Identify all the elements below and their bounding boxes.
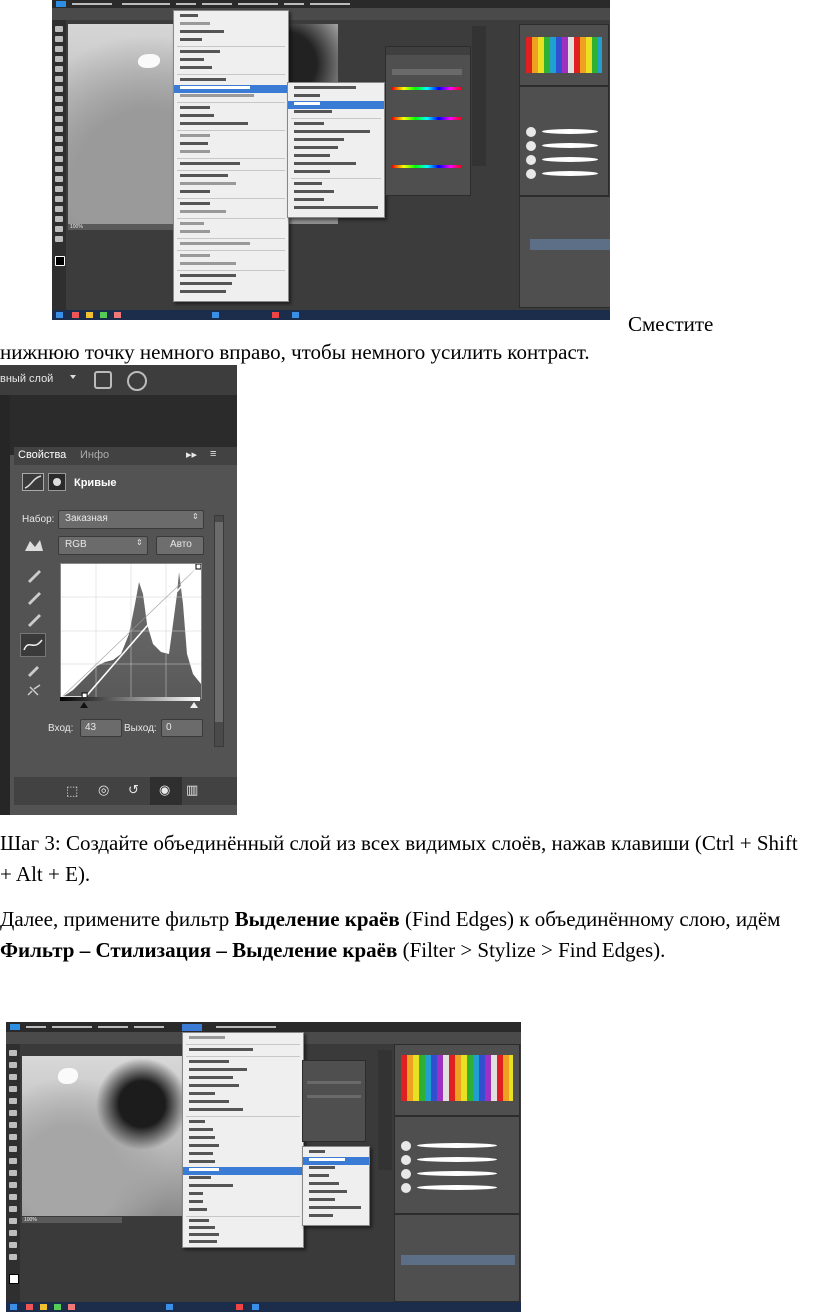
layer-row-curves[interactable] — [530, 239, 610, 250]
layer-row-background[interactable] — [530, 253, 610, 264]
status-bar — [22, 1217, 122, 1223]
channel-dropdown[interactable]: RGB ⇕ — [58, 536, 148, 555]
updown-icon: ⇕ — [192, 512, 199, 521]
gray-point-eyedropper-icon[interactable] — [26, 589, 42, 605]
preset-dropdown[interactable]: Заказная ⇕ — [58, 510, 204, 529]
input-label: Вход: — [48, 723, 74, 734]
layer-mask-icon[interactable] — [48, 473, 66, 491]
white-point-eyedropper-icon[interactable] — [26, 611, 42, 627]
output-field[interactable]: 0 — [161, 719, 203, 737]
properties-panel — [302, 1060, 366, 1142]
view-previous-icon[interactable]: ◎ — [98, 782, 110, 797]
pencil-icon[interactable] — [26, 661, 42, 677]
document-canvas[interactable] — [22, 1056, 182, 1216]
menu-filter[interactable] — [182, 1024, 202, 1031]
curves-icon — [22, 473, 44, 491]
photoshop-logo — [56, 1, 66, 7]
properties-panel — [385, 46, 471, 196]
output-label: Выход: — [124, 723, 157, 734]
smooth-curve-icon[interactable] — [26, 683, 42, 699]
menu-item-new-adjustment-layer[interactable] — [174, 85, 288, 93]
layer-row-merged[interactable] — [401, 1255, 515, 1265]
curve-graph[interactable] — [60, 563, 202, 699]
layers-panel[interactable] — [519, 196, 610, 308]
panel-title: Кривые — [74, 477, 117, 489]
clip-to-layer-icon[interactable]: ⬚ — [66, 783, 79, 798]
submenu-item-find-edges[interactable] — [303, 1157, 369, 1165]
updown-icon: ⇕ — [136, 538, 143, 547]
layers-panel[interactable] — [394, 1214, 520, 1302]
curves-panel-screenshot — [0, 365, 237, 815]
adjustment-layer-submenu[interactable] — [287, 82, 385, 218]
preset-label: Набор: — [22, 514, 55, 525]
swatches-panel[interactable] — [394, 1044, 520, 1116]
status-bar — [68, 224, 178, 230]
panel-bottom-toolbar — [14, 777, 237, 805]
photoshop-logo — [10, 1024, 20, 1030]
filter-menu[interactable] — [182, 1032, 304, 1248]
layer-menu[interactable] — [173, 10, 289, 302]
zoom-readout: 100% — [24, 1217, 37, 1223]
brush-adjust-icon[interactable] — [127, 371, 147, 391]
curve-end-point — [196, 564, 201, 569]
visibility-eye-icon[interactable]: ◉ — [159, 782, 171, 797]
dove-shape — [138, 54, 160, 68]
chevron-down-icon — [70, 375, 76, 379]
white-input-slider[interactable] — [190, 702, 198, 708]
tools-panel[interactable] — [6, 1044, 20, 1302]
find-edges-instruction: Далее, примените фильтр Выделение краёв (Find Edges) к объединённому слою, идём Фильтр – Стилизация – Выделение краёв (Filter > Stylize > Find Edges). — [0, 907, 781, 962]
panel-dock-icons[interactable] — [472, 26, 486, 166]
brushes-panel[interactable] — [394, 1116, 520, 1214]
layers-toolbar — [0, 365, 237, 395]
instruction-text-part2: нижнюю точку немного вправо, чтобы немного усилить контраст. — [0, 340, 590, 364]
stylize-submenu[interactable] — [302, 1146, 370, 1226]
windows-taskbar — [52, 310, 610, 320]
windows-taskbar — [6, 1302, 521, 1312]
panel-expand-icon[interactable]: ▸▸ — [186, 449, 198, 461]
brushes-panel[interactable] — [519, 86, 609, 196]
options-bar — [52, 8, 610, 20]
menu-bar — [6, 1022, 521, 1032]
submenu-item-curves[interactable] — [288, 101, 384, 109]
tools-panel[interactable] — [52, 20, 66, 310]
photoshop-layer-menu-screenshot — [52, 0, 610, 320]
properties-tabbar — [14, 447, 237, 465]
black-input-slider[interactable] — [80, 702, 88, 708]
trash-icon[interactable]: ▥ — [186, 782, 199, 797]
instruction-text-part1: Сместите — [628, 312, 714, 336]
curve-edit-points-icon[interactable] — [20, 633, 46, 657]
adjustment-icon[interactable] — [94, 371, 112, 389]
auto-button[interactable]: Авто — [156, 536, 204, 555]
black-point-eyedropper-icon[interactable] — [26, 567, 42, 583]
menu-item-stylize[interactable] — [183, 1167, 303, 1175]
dove-shape — [58, 1068, 78, 1084]
panel-dock-icons[interactable] — [378, 1050, 392, 1170]
step-3-text: Шаг 3: Создайте объединённый слой из всех видимых слоёв, нажав клавиши (Ctrl + Shift + Alt + E). — [0, 831, 798, 886]
panel-scrollbar[interactable] — [214, 515, 224, 747]
tab-properties[interactable]: Свойства — [18, 449, 67, 461]
reset-icon[interactable]: ↺ — [128, 782, 139, 797]
photoshop-filter-menu-screenshot — [6, 1022, 521, 1312]
input-field[interactable]: 43 — [80, 719, 122, 737]
input-gradient-bar — [60, 697, 200, 701]
zoom-readout: 100% — [70, 224, 83, 230]
swatches-panel[interactable] — [519, 24, 609, 86]
panel-menu-icon[interactable]: ≡ — [210, 448, 217, 460]
layer-blend-dropdown[interactable]: вный слой — [0, 373, 54, 385]
hand-adjust-icon[interactable] — [22, 537, 46, 555]
tab-info[interactable]: Инфо — [80, 449, 110, 461]
menu-bar — [52, 0, 610, 8]
